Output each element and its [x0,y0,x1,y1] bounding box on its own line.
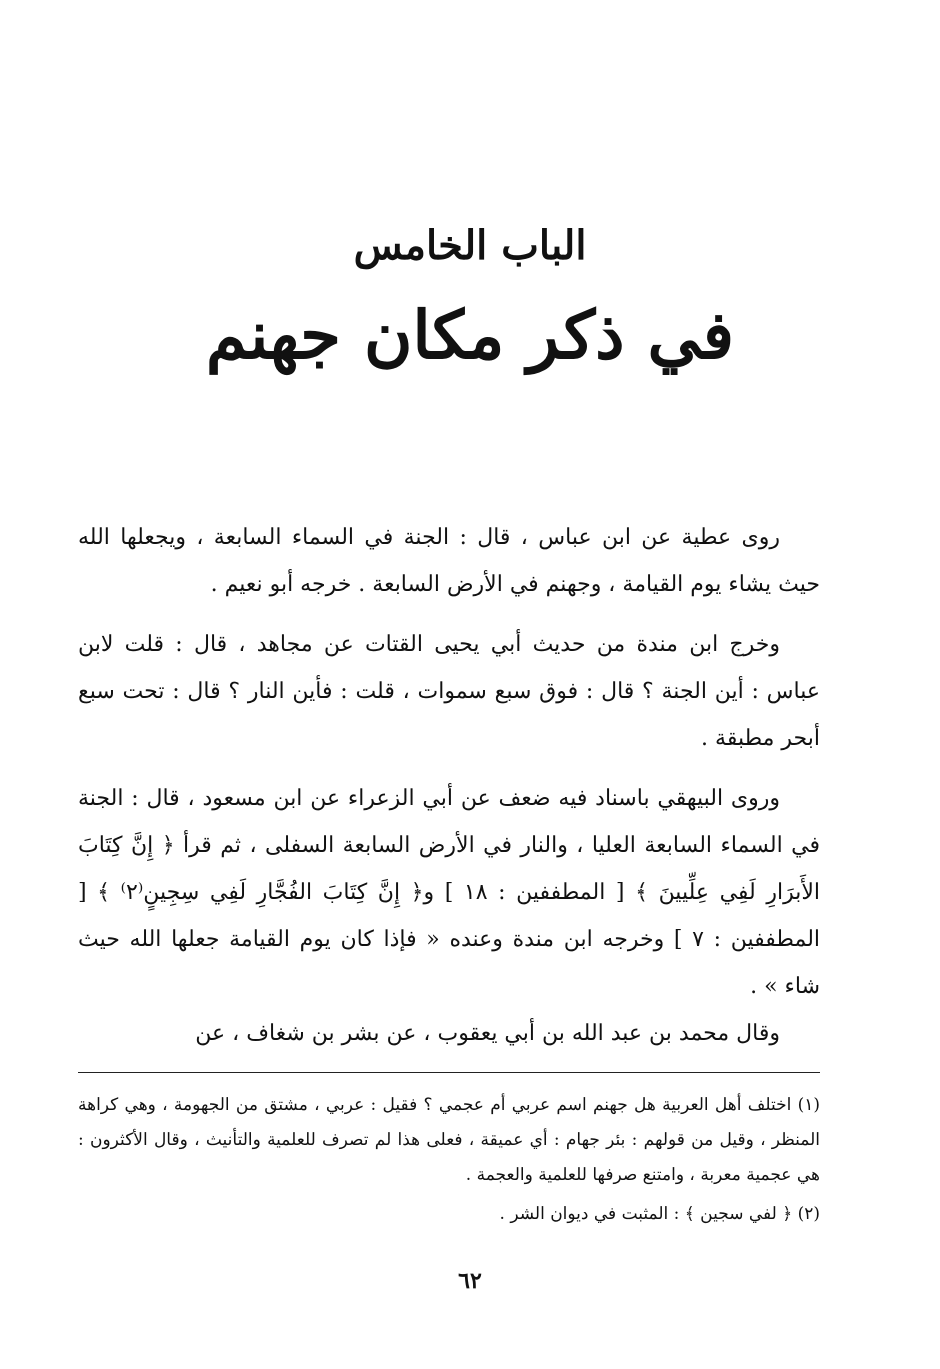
chapter-title: الباب الخامس [353,222,587,269]
paragraph: روى عطية عن ابن عباس ، قال : الجنة في السماء السابعة ، ويجعلها الله حيث يشاء يوم القيامة ، وجهنم في الأرض السابعة . خرجه أبو نعيم . [78,525,820,597]
footnote-divider [78,1072,820,1073]
paragraph: وخرج ابن مندة من حديث أبي يحيى القتات عن مجاهد ، قال : قلت لابن عباس : أين الجنة ؟ قال : فوق سبع سموات ، قلت : فأين النار ؟ قال : تحت سبع أبحر مطبقة . [78,632,820,751]
main-text [78,514,820,1057]
page-number: ٦٢ [458,1268,482,1294]
chapter-subtitle: في ذكر مكان جهنم [205,296,735,374]
paragraph: وقال محمد بن عبد الله بن أبي يعقوب ، عن بشر بن شغاف ، عن [195,1021,780,1046]
footnote: (٢) ﴿ لفي سجين ﴾ : المثبت في ديوان الشر . [499,1204,820,1224]
footnotes [78,1088,820,1236]
paragraph: وروى البيهقي باسناد فيه ضعف عن أبي الزعراء عن ابن مسعود ، قال : الجنة في السماء السابعة العليا ، والنار في الأرض السابعة السفلى ، ثم قرأ ﴿ إِنَّ كِتَابَ الأَبرَارِ لَفِي عِلِّيينَ ﴾ [ المطففين : ١٨ ] و﴿ إِنَّ كِتَابَ الفُجَّارِ لَفِي سِجِينٍ⁽٢⁾ ﴾ [ المطففين : ٧ ] وخرجه ابن مندة وعنده « فإذا كان يوم القيامة جعلها الله حيث شاء » . [78,786,821,999]
footnote: (١) اختلف أهل العربية هل جهنم اسم عربي أم عجمي ؟ فقيل : عربي ، مشتق من الجهومة ، وهي كراهة المنظر ، وقيل من قولهم : بئر جهام : أي عميقة ، فعلى هذا لم تصرف للعلمية والتأنيث ، وقال الأكثرون : هي عجمية معربة ، وامتنع صرفها للعلمية والعجمة . [78,1095,820,1185]
